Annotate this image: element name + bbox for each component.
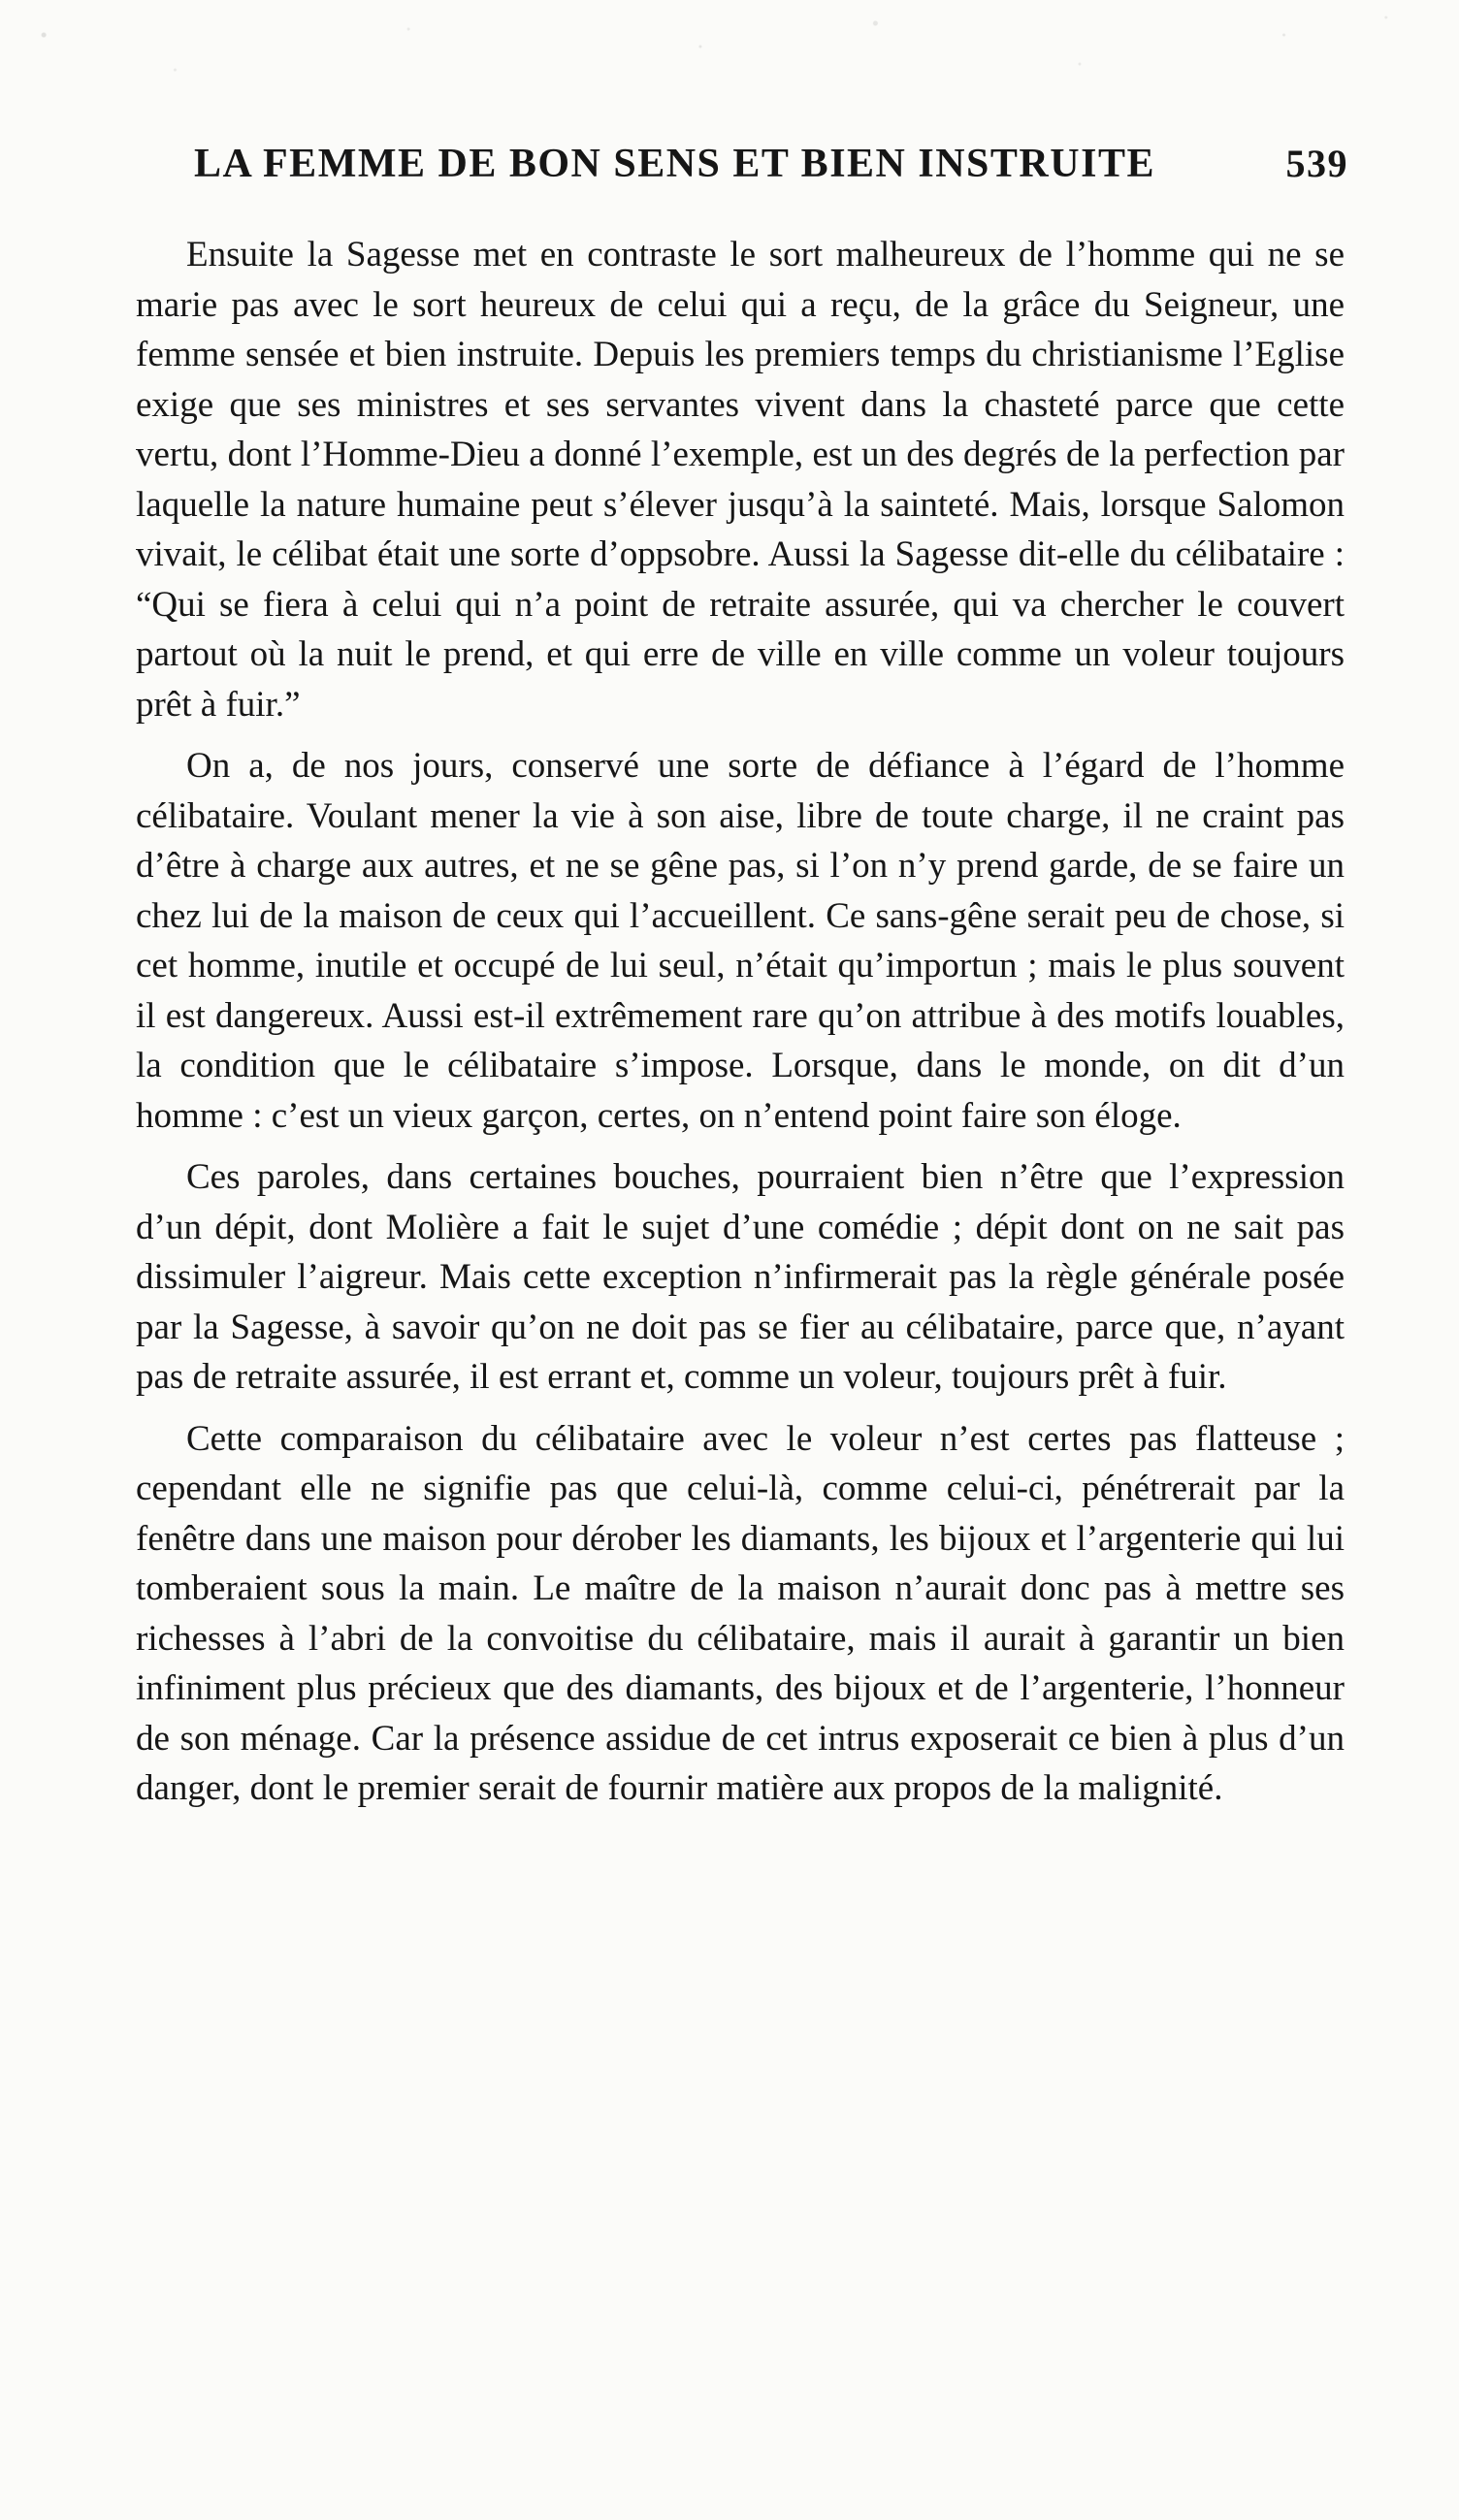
scan-speckle [0,0,1459,116]
paragraph-1: Ensuite la Sagesse met en contraste le sort malheureux de l’homme qui ne se marie pas avec le sort heureux de celui qui a reçu, de la grâce du Seigneur, une femme sensée et bien instruite. Depuis les premiers temps du christianisme l’Eglise exige que ses ministres et ses servantes vivent dans la chasteté parce que cette vertu, dont l’Homme-Dieu a donné l’exemple, est un des degrés de la perfection par laquelle la nature humaine peut s’élever jusqu’à la sainteté. Mais, lorsque Salomon vivait, le célibat était une sorte d’oppsobre. Aussi la Sagesse dit-elle du célibataire : “Qui se fiera à celui qui n’a point de retraite assurée, qui va chercher le couvert partout où la nuit le prend, et qui erre de ville en ville comme un voleur toujours prêt à fuir.” [136,235,1345,725]
running-title: LA FEMME DE BON SENS ET BIEN INSTRUITE [194,142,1155,186]
body-text [136,230,1345,1814]
page-number: 539 [1285,142,1348,185]
paragraph-2: On a, de nos jours, conservé une sorte de défiance à l’égard de l’homme célibataire. Voulant mener la vie à son aise, libre de toute charge, il ne craint pas d’être à charge aux autres, et ne se gêne pas, si l’on n’y prend garde, de se faire un chez lui de la maison de ceux qui l’accueillent. Ce sans-gêne serait peu de chose, si cet homme, inutile et occupé de lui seul, n’était qu’importun ; mais le plus souvent il est dangereux. Aussi est-il extrêmement rare qu’on attribue à des motifs louables, la condition que le célibataire s’impose. Lorsque, dans le monde, on dit d’un homme : c’est un vieux garçon, certes, on n’entend point faire son éloge. [136,746,1345,1136]
running-header [194,141,1348,199]
paragraph-4: Cette comparaison du célibataire avec le voleur n’est certes pas flatteuse ; cependant elle ne signifie pas que celui-là, comme celui-ci, pénétrerait par la fenêtre dans une maison pour dérober les diamants, les bijoux et l’argenterie qui lui tomberaient sous la main. Le maître de la maison n’aurait donc pas à mettre ses richesses à l’abri de la convoitise du célibataire, mais il aurait à garantir un bien infiniment plus précieux que des diamants, des bijoux et de l’argenterie, l’honneur de son ménage. Car la présence assidue de cet intrus exposerait ce bien à plus d’un danger, dont le premier serait de fournir matière aux propos de la malignité. [136,1418,1345,1808]
paragraph-3: Ces paroles, dans certaines bouches, pourraient bien n’être que l’expression d’un dépit, dont Molière a fait le sujet d’une comédie ; dépit dont on ne sait pas dissimuler l’aigreur. Mais cette exception n’infirmerait pas la règle générale posée par la Sagesse, à savoir qu’on ne doit pas se fier au célibataire, parce que, n’ayant pas de retraite assurée, il est errant et, comme un voleur, toujours prêt à fuir. [136,1157,1345,1397]
